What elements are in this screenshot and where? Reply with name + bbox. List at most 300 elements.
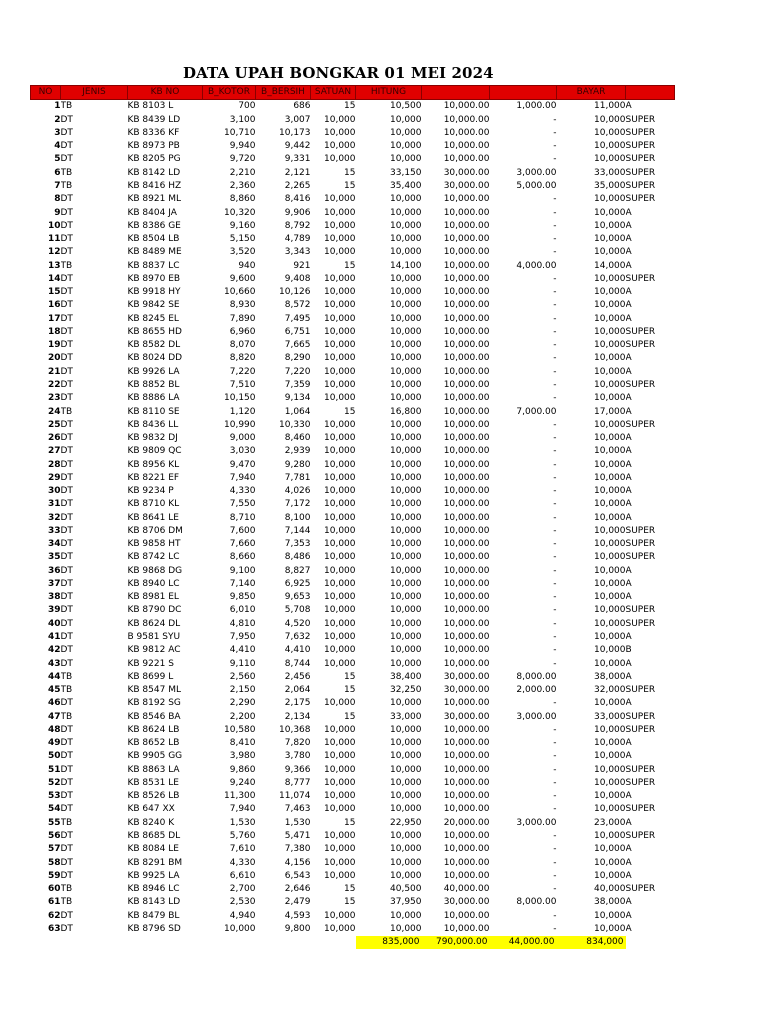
cell-col9: - bbox=[553, 791, 557, 802]
cell-jenis: DT bbox=[60, 512, 73, 523]
cell-col8: 10,000.00 bbox=[443, 379, 490, 390]
table-row bbox=[31, 538, 675, 551]
cell-col9: - bbox=[553, 764, 557, 775]
cell-no: 30 bbox=[47, 486, 61, 497]
cell-satuan: 10,000 bbox=[324, 923, 356, 934]
cell-hitung: 10,000 bbox=[390, 539, 422, 550]
cell-bayar: 10,000 bbox=[594, 698, 626, 709]
cell-kb-no: KB 8706 DM bbox=[127, 525, 183, 536]
cell-b-kotor: 2,530 bbox=[229, 897, 256, 908]
cell-satuan: 15 bbox=[344, 167, 356, 178]
table-row bbox=[31, 724, 675, 737]
cell-b-bersih: 4,026 bbox=[284, 486, 311, 497]
cell-grade: SUPER bbox=[625, 552, 656, 563]
cell-grade: A bbox=[625, 923, 632, 934]
cell-grade: A bbox=[625, 671, 632, 682]
cell-hitung: 10,000 bbox=[390, 353, 422, 364]
col-header-satuan: SATUAN bbox=[311, 86, 356, 100]
cell-jenis: DT bbox=[60, 658, 73, 669]
cell-b-bersih: 7,820 bbox=[284, 738, 311, 749]
cell-satuan: 10,000 bbox=[324, 632, 356, 643]
cell-b-kotor: 4,410 bbox=[229, 645, 256, 656]
cell-b-kotor: 7,890 bbox=[229, 313, 256, 324]
cell-b-kotor: 8,710 bbox=[229, 512, 256, 523]
cell-b-bersih: 6,925 bbox=[284, 578, 311, 589]
cell-no: 51 bbox=[47, 764, 61, 775]
cell-b-kotor: 6,960 bbox=[229, 326, 256, 337]
cell-no: 38 bbox=[47, 592, 61, 603]
cell-b-kotor: 10,990 bbox=[224, 419, 256, 430]
cell-col8: 30,000.00 bbox=[443, 671, 490, 682]
cell-b-kotor: 9,160 bbox=[229, 220, 256, 231]
cell-no: 56 bbox=[47, 831, 61, 841]
total-hitung: 835,000 bbox=[356, 936, 422, 949]
cell-satuan: 15 bbox=[344, 406, 356, 417]
cell-b-kotor: 1,120 bbox=[229, 406, 256, 417]
cell-hitung: 10,000 bbox=[390, 592, 422, 603]
cell-no: 25 bbox=[47, 419, 61, 430]
cell-grade: SUPER bbox=[625, 194, 656, 205]
cell-jenis: DT bbox=[60, 486, 73, 497]
cell-grade: SUPER bbox=[625, 379, 656, 390]
cell-bayar: 10,000 bbox=[594, 313, 626, 324]
cell-grade: A bbox=[625, 592, 632, 603]
cell-col8: 10,000.00 bbox=[443, 658, 490, 669]
cell-col8: 10,000.00 bbox=[443, 857, 490, 868]
cell-b-kotor: 6,010 bbox=[229, 605, 256, 616]
cell-jenis: DT bbox=[60, 234, 73, 245]
cell-satuan: 10,000 bbox=[324, 618, 356, 629]
cell-no: 55 bbox=[47, 817, 61, 828]
cell-jenis: DT bbox=[60, 618, 73, 629]
cell-jenis: DT bbox=[60, 751, 73, 762]
cell-grade: A bbox=[625, 446, 632, 457]
cell-satuan: 15 bbox=[344, 671, 356, 682]
cell-bayar: 10,000 bbox=[594, 472, 626, 483]
cell-col9: - bbox=[553, 340, 557, 351]
cell-col9: - bbox=[553, 777, 557, 788]
cell-col8: 10,000.00 bbox=[443, 764, 490, 775]
table-row bbox=[31, 591, 675, 604]
cell-no: 10 bbox=[47, 220, 61, 231]
cell-hitung: 10,000 bbox=[390, 379, 422, 390]
cell-col8: 10,000.00 bbox=[443, 419, 490, 430]
cell-kb-no: KB 8742 LC bbox=[127, 552, 180, 563]
cell-kb-no: KB 9925 LA bbox=[127, 870, 180, 881]
cell-satuan: 10,000 bbox=[324, 486, 356, 497]
cell-no: 12 bbox=[47, 247, 61, 258]
cell-b-bersih: 4,593 bbox=[284, 910, 311, 921]
cell-grade: SUPER bbox=[625, 764, 656, 775]
cell-jenis: DT bbox=[60, 273, 73, 284]
cell-col9: 3,000.00 bbox=[516, 711, 557, 722]
cell-no: 19 bbox=[47, 340, 61, 351]
cell-bayar: 10,000 bbox=[594, 791, 626, 802]
cell-b-kotor: 2,150 bbox=[229, 685, 256, 696]
cell-hitung: 10,000 bbox=[390, 127, 422, 138]
cell-b-kotor: 10,580 bbox=[224, 724, 256, 735]
cell-satuan: 10,000 bbox=[324, 234, 356, 245]
cell-b-bersih: 11,074 bbox=[279, 791, 311, 802]
cell-satuan: 10,000 bbox=[324, 220, 356, 231]
cell-hitung: 10,000 bbox=[390, 486, 422, 497]
cell-no: 49 bbox=[47, 738, 61, 749]
cell-hitung: 10,000 bbox=[390, 141, 422, 152]
cell-no: 44 bbox=[47, 671, 61, 682]
cell-col9: - bbox=[553, 273, 557, 284]
cell-bayar: 10,000 bbox=[594, 459, 626, 470]
cell-kb-no: KB 8710 KL bbox=[127, 499, 180, 510]
cell-b-kotor: 3,980 bbox=[229, 751, 256, 762]
table-row bbox=[31, 856, 675, 869]
cell-col8: 10,000.00 bbox=[443, 154, 490, 165]
cell-b-bersih: 7,172 bbox=[284, 499, 311, 510]
cell-col9: - bbox=[553, 578, 557, 589]
cell-grade: A bbox=[625, 857, 632, 868]
cell-satuan: 10,000 bbox=[324, 804, 356, 815]
cell-b-kotor: 4,330 bbox=[229, 486, 256, 497]
table-row bbox=[31, 737, 675, 750]
cell-col9: - bbox=[553, 565, 557, 576]
table-row bbox=[31, 697, 675, 710]
cell-jenis: DT bbox=[60, 353, 73, 364]
cell-b-bersih: 10,368 bbox=[279, 724, 311, 735]
cell-col8: 10,000.00 bbox=[443, 486, 490, 497]
cell-kb-no: KB 9918 HY bbox=[127, 287, 181, 298]
cell-no: 7 bbox=[54, 180, 61, 191]
cell-b-bersih: 8,777 bbox=[284, 777, 311, 788]
cell-b-bersih: 7,220 bbox=[284, 366, 311, 377]
table-row bbox=[31, 100, 675, 114]
cell-b-kotor: 10,000 bbox=[224, 923, 256, 934]
cell-no: 16 bbox=[47, 300, 61, 311]
cell-hitung: 10,000 bbox=[390, 433, 422, 444]
table-row bbox=[31, 326, 675, 339]
cell-satuan: 10,000 bbox=[324, 592, 356, 603]
cell-kb-no: KB 8531 LE bbox=[127, 777, 179, 788]
cell-bayar: 10,000 bbox=[594, 353, 626, 364]
cell-kb-no: KB 8489 ME bbox=[127, 247, 182, 258]
cell-grade: SUPER bbox=[625, 326, 656, 337]
cell-b-bersih: 5,708 bbox=[284, 605, 311, 616]
cell-col8: 30,000.00 bbox=[443, 685, 490, 696]
cell-kb-no: KB 8981 EL bbox=[127, 592, 179, 603]
cell-grade: A bbox=[625, 459, 632, 470]
cell-hitung: 10,000 bbox=[390, 446, 422, 457]
cell-col9: - bbox=[553, 353, 557, 364]
cell-bayar: 10,000 bbox=[594, 393, 626, 404]
cell-col9: - bbox=[553, 127, 557, 138]
cell-hitung: 10,000 bbox=[390, 472, 422, 483]
cell-col9: - bbox=[553, 605, 557, 616]
cell-kb-no: B 9581 SYU bbox=[127, 632, 181, 643]
cell-col8: 10,000.00 bbox=[443, 605, 490, 616]
cell-jenis: DT bbox=[60, 141, 73, 152]
cell-satuan: 10,000 bbox=[324, 287, 356, 298]
total-col9: 44,000.00 bbox=[490, 936, 557, 949]
cell-hitung: 32,250 bbox=[390, 685, 422, 696]
cell-satuan: 10,000 bbox=[324, 326, 356, 337]
cell-no: 27 bbox=[47, 446, 61, 457]
cell-hitung: 10,000 bbox=[390, 632, 422, 643]
cell-kb-no: KB 8956 KL bbox=[127, 459, 180, 470]
cell-jenis: DT bbox=[60, 300, 73, 311]
cell-col8: 10,000.00 bbox=[443, 804, 490, 815]
cell-bayar: 10,000 bbox=[594, 844, 626, 855]
table-row bbox=[31, 565, 675, 578]
cell-b-bersih: 8,100 bbox=[284, 512, 311, 523]
cell-jenis: DT bbox=[60, 114, 73, 125]
cell-grade: A bbox=[625, 287, 632, 298]
cell-no: 22 bbox=[47, 379, 61, 390]
cell-col8: 30,000.00 bbox=[443, 167, 490, 178]
cell-hitung: 10,000 bbox=[390, 658, 422, 669]
cell-b-kotor: 8,660 bbox=[229, 552, 256, 563]
cell-col9: - bbox=[553, 313, 557, 324]
cell-kb-no: KB 8546 BA bbox=[127, 711, 181, 722]
cell-jenis: DT bbox=[60, 433, 73, 444]
table-row bbox=[31, 684, 675, 697]
cell-no: 35 bbox=[47, 552, 61, 563]
cell-hitung: 10,000 bbox=[390, 114, 422, 125]
cell-hitung: 10,000 bbox=[390, 578, 422, 589]
cell-col9: - bbox=[553, 844, 557, 855]
table-row bbox=[31, 167, 675, 180]
table-row bbox=[31, 843, 675, 856]
cell-satuan: 15 bbox=[344, 884, 356, 895]
cell-bayar: 35,000 bbox=[594, 180, 626, 191]
cell-kb-no: KB 9809 QC bbox=[127, 446, 182, 457]
cell-col9: - bbox=[553, 552, 557, 563]
cell-col9: - bbox=[553, 366, 557, 377]
cell-b-kotor: 7,140 bbox=[229, 578, 256, 589]
cell-grade: A bbox=[625, 658, 632, 669]
cell-col9: - bbox=[553, 486, 557, 497]
cell-col8: 10,000.00 bbox=[443, 141, 490, 152]
cell-hitung: 10,000 bbox=[390, 831, 422, 841]
cell-b-bersih: 2,265 bbox=[284, 180, 311, 191]
cell-col8: 10,000.00 bbox=[443, 393, 490, 404]
cell-bayar: 10,000 bbox=[594, 831, 626, 841]
cell-col8: 10,000.00 bbox=[443, 287, 490, 298]
cell-jenis: DT bbox=[60, 592, 73, 603]
cell-b-kotor: 2,700 bbox=[229, 884, 256, 895]
cell-grade: SUPER bbox=[625, 724, 656, 735]
cell-kb-no: KB 9926 LA bbox=[127, 366, 180, 377]
cell-b-bersih: 8,486 bbox=[284, 552, 311, 563]
table-row bbox=[31, 127, 675, 140]
cell-jenis: DT bbox=[60, 525, 73, 536]
cell-col8: 10,000.00 bbox=[443, 127, 490, 138]
cell-kb-no: KB 8837 LC bbox=[127, 260, 180, 271]
header-row bbox=[31, 86, 675, 100]
cell-col9: 7,000.00 bbox=[516, 406, 557, 417]
cell-bayar: 10,000 bbox=[594, 512, 626, 523]
cell-bayar: 10,000 bbox=[594, 433, 626, 444]
table-row bbox=[31, 432, 675, 445]
cell-jenis: DT bbox=[60, 539, 73, 550]
cell-satuan: 10,000 bbox=[324, 114, 356, 125]
cell-bayar: 10,000 bbox=[594, 141, 626, 152]
cell-b-kotor: 7,940 bbox=[229, 804, 256, 815]
cell-grade: SUPER bbox=[625, 777, 656, 788]
cell-grade: SUPER bbox=[625, 167, 656, 178]
cell-hitung: 10,000 bbox=[390, 393, 422, 404]
cell-b-kotor: 9,470 bbox=[229, 459, 256, 470]
cell-no: 48 bbox=[47, 724, 61, 735]
cell-kb-no: KB 8582 DL bbox=[127, 340, 181, 351]
table-row bbox=[31, 657, 675, 670]
cell-b-kotor: 9,720 bbox=[229, 154, 256, 165]
cell-no: 39 bbox=[47, 605, 61, 616]
cell-grade: SUPER bbox=[625, 618, 656, 629]
cell-col9: 8,000.00 bbox=[516, 897, 557, 908]
cell-b-kotor: 8,410 bbox=[229, 738, 256, 749]
cell-bayar: 10,000 bbox=[594, 724, 626, 735]
cell-hitung: 10,000 bbox=[390, 366, 422, 377]
cell-col9: - bbox=[553, 141, 557, 152]
cell-col8: 10,000.00 bbox=[443, 340, 490, 351]
cell-bayar: 10,000 bbox=[594, 870, 626, 881]
cell-col9: - bbox=[553, 446, 557, 457]
cell-col9: - bbox=[553, 433, 557, 444]
cell-col9: - bbox=[553, 592, 557, 603]
cell-jenis: DT bbox=[60, 910, 73, 921]
cell-satuan: 10,000 bbox=[324, 472, 356, 483]
cell-b-bersih: 7,463 bbox=[284, 804, 311, 815]
cell-jenis: DT bbox=[60, 194, 73, 205]
cell-no: 42 bbox=[47, 645, 61, 656]
cell-hitung: 10,000 bbox=[390, 764, 422, 775]
cell-hitung: 35,400 bbox=[390, 180, 422, 191]
cell-jenis: DT bbox=[60, 724, 73, 735]
cell-no: 14 bbox=[47, 273, 61, 284]
cell-col9: - bbox=[553, 923, 557, 934]
cell-kb-no: KB 8404 JA bbox=[127, 207, 177, 218]
cell-bayar: 10,000 bbox=[594, 525, 626, 536]
cell-hitung: 10,000 bbox=[390, 923, 422, 934]
cell-kb-no: KB 9221 S bbox=[127, 658, 174, 669]
cell-grade: SUPER bbox=[625, 711, 656, 722]
cell-satuan: 10,000 bbox=[324, 764, 356, 775]
cell-b-kotor: 7,600 bbox=[229, 525, 256, 536]
cell-b-bersih: 2,064 bbox=[284, 685, 311, 696]
totals-row bbox=[31, 936, 675, 949]
cell-hitung: 10,000 bbox=[390, 459, 422, 470]
cell-col9: - bbox=[553, 870, 557, 881]
table-row bbox=[31, 909, 675, 922]
cell-col8: 30,000.00 bbox=[443, 711, 490, 722]
cell-col9: - bbox=[553, 114, 557, 125]
cell-no: 60 bbox=[47, 884, 61, 895]
cell-col8: 10,000.00 bbox=[443, 578, 490, 589]
cell-col8: 10,000.00 bbox=[443, 326, 490, 337]
cell-col9: 4,000.00 bbox=[516, 260, 557, 271]
table-row bbox=[31, 220, 675, 233]
cell-b-bersih: 8,460 bbox=[284, 433, 311, 444]
cell-grade: A bbox=[625, 207, 632, 218]
cell-bayar: 10,000 bbox=[594, 446, 626, 457]
cell-hitung: 10,000 bbox=[390, 287, 422, 298]
cell-no: 63 bbox=[47, 923, 61, 934]
cell-satuan: 10,000 bbox=[324, 141, 356, 152]
cell-bayar: 10,000 bbox=[594, 234, 626, 245]
cell-grade: SUPER bbox=[625, 884, 656, 895]
cell-jenis: TB bbox=[60, 406, 73, 417]
cell-bayar: 10,000 bbox=[594, 247, 626, 258]
cell-satuan: 10,000 bbox=[324, 247, 356, 258]
cell-b-bersih: 4,156 bbox=[284, 857, 311, 868]
cell-col8: 10,000.00 bbox=[443, 433, 490, 444]
cell-b-kotor: 2,360 bbox=[229, 180, 256, 191]
cell-jenis: DT bbox=[60, 578, 73, 589]
cell-no: 47 bbox=[47, 711, 61, 722]
cell-jenis: DT bbox=[60, 923, 73, 934]
cell-jenis: DT bbox=[60, 459, 73, 470]
cell-grade: SUPER bbox=[625, 340, 656, 351]
cell-col8: 10,000.00 bbox=[443, 260, 490, 271]
cell-satuan: 10,000 bbox=[324, 605, 356, 616]
cell-hitung: 10,000 bbox=[390, 273, 422, 284]
table-row bbox=[31, 923, 675, 936]
cell-bayar: 10,000 bbox=[594, 220, 626, 231]
cell-b-kotor: 3,520 bbox=[229, 247, 256, 258]
cell-grade: SUPER bbox=[625, 525, 656, 536]
cell-satuan: 10,000 bbox=[324, 366, 356, 377]
cell-bayar: 10,000 bbox=[594, 379, 626, 390]
cell-jenis: TB bbox=[60, 167, 73, 178]
cell-col9: - bbox=[553, 207, 557, 218]
cell-satuan: 10,000 bbox=[324, 273, 356, 284]
cell-no: 50 bbox=[47, 751, 61, 762]
cell-kb-no: KB 8624 LB bbox=[127, 724, 180, 735]
table-row bbox=[31, 498, 675, 511]
col-header-b-kotor: B_KOTOR bbox=[203, 86, 256, 100]
table-row bbox=[31, 339, 675, 352]
table-row bbox=[31, 671, 675, 684]
cell-grade: A bbox=[625, 870, 632, 881]
cell-no: 26 bbox=[47, 433, 61, 444]
cell-grade: A bbox=[625, 817, 632, 828]
total-col8: 790,000.00 bbox=[422, 936, 490, 949]
cell-col8: 10,000.00 bbox=[443, 406, 490, 417]
cell-col8: 10,000.00 bbox=[443, 751, 490, 762]
cell-kb-no: KB 8699 L bbox=[127, 671, 174, 682]
cell-b-bersih: 2,121 bbox=[284, 167, 311, 178]
cell-kb-no: KB 8142 LD bbox=[127, 167, 181, 178]
cell-kb-no: KB 8084 LE bbox=[127, 844, 179, 855]
cell-b-bersih: 10,126 bbox=[279, 287, 311, 298]
cell-kb-no: KB 8103 L bbox=[127, 101, 174, 112]
cell-kb-no: KB 8024 DD bbox=[127, 353, 183, 364]
total-bayar: 834,000 bbox=[557, 936, 626, 949]
cell-grade: SUPER bbox=[625, 180, 656, 191]
cell-jenis: DT bbox=[60, 340, 73, 351]
cell-col9: - bbox=[553, 910, 557, 921]
cell-col8: 10,000.00 bbox=[443, 592, 490, 603]
cell-jenis: TB bbox=[60, 260, 73, 271]
cell-col9: - bbox=[553, 512, 557, 523]
cell-col8: 10,000.00 bbox=[443, 247, 490, 258]
cell-grade: A bbox=[625, 698, 632, 709]
table-row bbox=[31, 764, 675, 777]
cell-bayar: 17,000 bbox=[594, 406, 626, 417]
cell-jenis: DT bbox=[60, 154, 73, 165]
cell-b-bersih: 9,280 bbox=[284, 459, 311, 470]
cell-grade: A bbox=[625, 791, 632, 802]
cell-grade: SUPER bbox=[625, 141, 656, 152]
cell-col9: - bbox=[553, 419, 557, 430]
